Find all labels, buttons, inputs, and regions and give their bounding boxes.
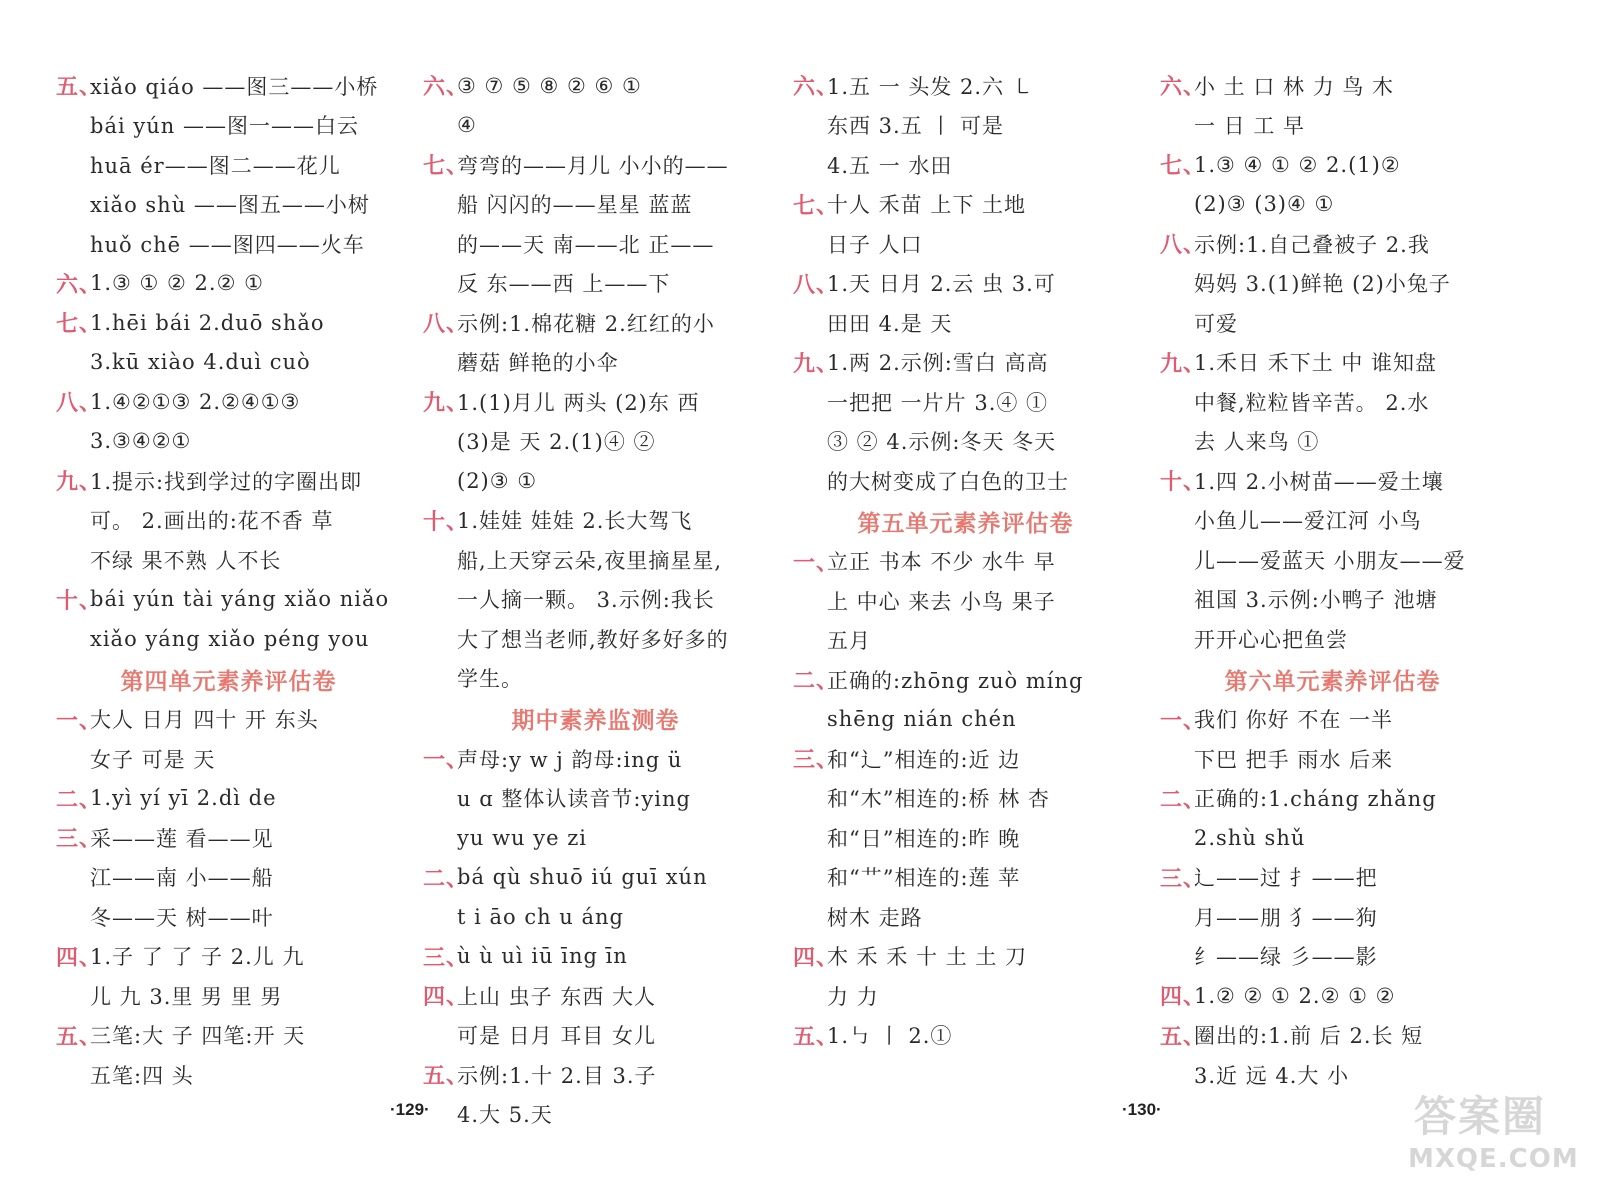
answer-line	[793, 1016, 1138, 1056]
answer-text: 1.五 一 头发 2.六 ㇄	[827, 74, 1034, 99]
answer-line	[423, 818, 768, 858]
section-heading: 期中素养监测卷	[511, 708, 680, 734]
question-number: 三、	[423, 945, 470, 971]
answer-line	[423, 106, 768, 146]
answer-text: 中餐,粒粒皆辛苦。 2.水	[1194, 390, 1430, 415]
answer-line	[1160, 303, 1505, 343]
question-number: 八、	[793, 272, 840, 298]
answer-line	[56, 700, 401, 740]
answer-text: 十人 禾苗 上下 土地	[827, 193, 1027, 218]
answer-text: 1.娃娃 娃娃 2.长大驾飞	[457, 509, 693, 534]
answer-line	[793, 542, 1138, 582]
answer-text: 我们 你好 不在 一半	[1194, 708, 1394, 733]
answer-line	[423, 1016, 768, 1056]
answer-text: 开开心心把鱼尝	[1194, 627, 1348, 652]
answer-text: bá qù shuō iú guī xún	[457, 865, 708, 890]
question-number: 七、	[793, 193, 840, 219]
answer-text: 2.shù shǔ	[1194, 825, 1306, 850]
section-heading: 第四单元素养评估卷	[120, 668, 337, 695]
answer-line	[423, 659, 768, 699]
answer-text: xiǎo shù ——图五——小树	[90, 193, 370, 218]
answer-line	[1160, 264, 1505, 304]
answer-column-2	[423, 66, 768, 1134]
answer-text: 正确的:1.cháng zhǎng	[1194, 787, 1437, 812]
answer-text: 三笔:大 子 四笔:开 天	[90, 1024, 306, 1049]
answer-text: 1.③ ① ② 2.② ①	[90, 271, 264, 296]
answer-line	[423, 264, 768, 304]
question-number: 三、	[793, 748, 840, 774]
answer-line	[1160, 501, 1505, 541]
answer-text: 可是 日月 耳目 女儿	[457, 1024, 657, 1049]
answer-text: 木 禾 禾 十 土 土 刀	[827, 945, 1028, 970]
answer-text: bái yún tài yáng xiǎo niǎo	[90, 587, 390, 612]
answer-line	[423, 66, 768, 106]
question-number: 一、	[56, 708, 103, 734]
question-number: 五、	[56, 1024, 103, 1050]
answer-text: huǒ chē ——图四——火车	[90, 232, 365, 257]
answer-line	[1160, 818, 1505, 858]
question-number: 十、	[1160, 470, 1207, 496]
answer-text: 4.五 一 水田	[827, 153, 953, 178]
answer-line	[423, 1055, 768, 1095]
question-number: 六、	[1160, 75, 1207, 101]
answer-column-4	[1160, 66, 1505, 1095]
question-number: 十、	[56, 588, 103, 614]
answer-text: 正确的:zhōng zuò míng	[827, 668, 1084, 693]
answer-line	[56, 106, 401, 146]
answer-text: 1.(1)月儿 两头 (2)东 西	[457, 390, 700, 415]
answer-text: 小鱼儿——爱江河 小鸟	[1194, 509, 1422, 534]
answer-line	[793, 145, 1138, 185]
answer-line	[423, 382, 768, 422]
answer-text: 蘑菇 鲜艳的小伞	[457, 351, 619, 376]
answer-line	[1160, 382, 1505, 422]
answer-text: 1.禾日 禾下土 中 谁知盘	[1194, 351, 1438, 376]
answer-text: 下巴 把手 雨水 后来	[1194, 747, 1394, 772]
answer-line	[423, 422, 768, 462]
answer-text: 大了想当老师,教好多好多的	[457, 627, 729, 652]
answer-text: 不绿 果不熟 人不长	[90, 548, 282, 573]
answer-text: 力 力	[827, 984, 879, 1009]
answer-text: 可。 2.画出的:花不香 草	[90, 509, 334, 534]
question-number: 三、	[1160, 866, 1207, 892]
question-number: 一、	[793, 550, 840, 576]
answer-line	[793, 224, 1138, 264]
answer-column-3	[793, 66, 1138, 1055]
answer-text: 和“日”相连的:昨 晚	[827, 826, 1021, 851]
answer-text: 1.② ② ① 2.② ① ②	[1194, 983, 1396, 1008]
answer-text: 1.两 2.示例:雪白 高高	[827, 351, 1049, 376]
answer-line	[1160, 619, 1505, 659]
answer-text: 示例:1.棉花糖 2.红红的小	[457, 311, 715, 336]
answer-line	[793, 264, 1138, 304]
answer-line	[1160, 422, 1505, 462]
question-number: 二、	[1160, 787, 1207, 813]
answer-text: 船 闪闪的——星星 蓝蓝	[457, 193, 693, 218]
page-number-right: ·130·	[1122, 1100, 1162, 1119]
answer-line	[56, 779, 401, 819]
answer-text: 一 日 工 早	[1194, 114, 1306, 139]
answer-line	[1160, 224, 1505, 264]
answer-line	[423, 580, 768, 620]
answer-line	[56, 540, 401, 580]
answer-text: (3)是 天 2.(1)④ ②	[457, 430, 656, 455]
answer-line	[423, 343, 768, 383]
answer-text: 1.㇉ 丨 2.①	[827, 1024, 953, 1049]
answer-line	[793, 185, 1138, 225]
answer-text: 的大树变成了白色的卫士	[827, 469, 1069, 494]
answer-line	[56, 1016, 401, 1056]
answer-text: 反 东——西 上——下	[457, 272, 671, 297]
question-number: 五、	[1160, 1024, 1207, 1050]
answer-column-1	[56, 66, 401, 1095]
answer-text: 1.③ ④ ① ② 2.(1)②	[1194, 152, 1401, 177]
answer-line	[793, 303, 1138, 343]
answer-text: 1.子 了 了 子 2.儿 九	[90, 945, 305, 970]
answer-text: 示例:1.自己叠被子 2.我	[1194, 232, 1430, 257]
answer-text: 儿 九 3.里 男 里 男	[90, 984, 283, 1009]
question-number: 二、	[56, 787, 103, 813]
answer-text: shēng nián chén	[827, 707, 1017, 732]
watermark-text-en: MXQE.COM	[1408, 1144, 1579, 1174]
answer-text: 田田 4.是 天	[827, 311, 953, 336]
answer-text: 江——南 小——船	[90, 866, 274, 891]
answer-text: 辶——过 扌——把	[1194, 866, 1378, 891]
question-number: 十、	[423, 509, 470, 535]
answer-line	[56, 619, 401, 659]
answer-text: 上山 虫子 东西 大人	[457, 984, 657, 1009]
question-number: 九、	[56, 470, 103, 496]
answer-text: ④	[457, 113, 477, 138]
answer-line	[423, 145, 768, 185]
answer-text: 1.yì yí yī 2.dì de	[90, 786, 277, 811]
answer-text: 和“辶”相连的:近 边	[827, 747, 1021, 772]
answer-text: 声母:y w j 韵母:ing ü	[457, 747, 683, 772]
answer-text: 弯弯的——月儿 小小的——	[457, 153, 729, 178]
answer-line	[423, 739, 768, 779]
answer-text: 和“木”相连的:桥 林 杏	[827, 787, 1050, 812]
answer-line	[793, 343, 1138, 383]
answer-line	[423, 619, 768, 659]
question-number: 五、	[793, 1024, 840, 1050]
answer-line	[1160, 1016, 1505, 1056]
answer-line	[56, 224, 401, 264]
question-number: 一、	[1160, 708, 1207, 734]
question-number: 七、	[423, 154, 470, 180]
answer-text: 可爱	[1194, 311, 1238, 336]
answer-line	[1160, 461, 1505, 501]
answer-text: ù ù uì iū īng īn	[457, 944, 628, 969]
answer-line	[1160, 976, 1505, 1016]
answer-text: 五月	[827, 629, 871, 654]
question-number: 一、	[423, 748, 470, 774]
answer-line	[56, 264, 401, 304]
answer-line	[1160, 106, 1505, 146]
answer-line	[423, 858, 768, 898]
answer-text: bái yún ——图一——白云	[90, 114, 359, 139]
answer-line	[56, 580, 401, 620]
answer-line	[423, 461, 768, 501]
answer-text: xiǎo qiáo ——图三——小桥	[90, 74, 379, 99]
answer-line	[423, 501, 768, 541]
answer-text: yu wu ye zi	[457, 825, 587, 850]
answer-line	[56, 303, 401, 343]
answer-line	[1160, 580, 1505, 620]
answer-line	[423, 224, 768, 264]
answer-text: 1.④②①③ 2.②④①③	[90, 389, 301, 414]
answer-line	[56, 461, 401, 501]
answer-line	[423, 303, 768, 343]
answer-line	[56, 185, 401, 225]
answer-text: xiǎo yáng xiǎo péng you	[90, 626, 370, 651]
answer-text: 采——莲 看——见	[90, 826, 274, 851]
question-number: 九、	[1160, 351, 1207, 377]
answer-text: 大人 日月 四十 开 东头	[90, 708, 319, 733]
answer-line	[423, 897, 768, 937]
answer-text: 日子 人口	[827, 232, 923, 257]
answer-line	[793, 382, 1138, 422]
question-number: 四、	[1160, 985, 1207, 1011]
answer-line	[56, 937, 401, 977]
answer-line	[1160, 343, 1505, 383]
answer-text: (2)③ ①	[457, 468, 538, 493]
answer-line	[56, 501, 401, 541]
answer-text: 一人摘一颗。 3.示例:我长	[457, 588, 715, 613]
answer-text: 上 中心 来去 小鸟 果子	[827, 589, 1056, 614]
answer-text: t i āo ch u áng	[457, 904, 624, 929]
answer-line	[56, 858, 401, 898]
answer-line	[1160, 700, 1505, 740]
section-heading: 第六单元素养评估卷	[1224, 668, 1441, 695]
answer-line	[793, 818, 1138, 858]
question-number: 九、	[793, 351, 840, 377]
answer-line	[1160, 145, 1505, 185]
answer-text: 东西 3.五 丨 可是	[827, 114, 1005, 139]
question-number: 八、	[56, 391, 103, 417]
answer-line	[793, 66, 1138, 106]
watermark-text-cn: 答案圈	[1414, 1092, 1547, 1141]
answer-line	[793, 660, 1138, 700]
answer-line	[56, 145, 401, 185]
answer-text: ③ ② 4.示例:冬天 冬天	[827, 430, 1057, 455]
answer-line	[1160, 66, 1505, 106]
answer-line	[423, 976, 768, 1016]
answer-text: 儿——爱蓝天 小朋友——爱	[1194, 548, 1466, 573]
answer-line	[423, 937, 768, 977]
answer-line	[793, 739, 1138, 779]
answer-line	[1160, 897, 1505, 937]
answer-line	[793, 897, 1138, 937]
answer-line	[1160, 937, 1505, 977]
answer-line	[56, 976, 401, 1016]
answer-text: 1.天 日月 2.云 虫 3.可	[827, 272, 1056, 297]
answer-text: 女子 可是 天	[90, 747, 216, 772]
answer-text: 妈妈 3.(1)鲜艳 (2)小兔子	[1194, 272, 1451, 297]
answer-text: 3.③④②①	[90, 429, 192, 454]
answer-line	[1160, 779, 1505, 819]
answer-line	[793, 700, 1138, 740]
question-number: 八、	[423, 312, 470, 338]
question-number: 四、	[56, 945, 103, 971]
answer-text: 月——朋 犭——狗	[1194, 905, 1378, 930]
answer-text: (2)③ (3)④ ①	[1194, 192, 1335, 217]
answer-line	[56, 1055, 401, 1095]
question-number: 六、	[56, 272, 103, 298]
answer-text: 祖国 3.示例:小鸭子 池塘	[1194, 588, 1438, 613]
answer-line	[793, 976, 1138, 1016]
answer-text: 的——天 南——北 正——	[457, 232, 715, 257]
answer-text: 去 人来鸟 ①	[1194, 430, 1320, 455]
answer-line	[56, 818, 401, 858]
answer-line	[1160, 185, 1505, 225]
answer-line	[793, 461, 1138, 501]
answer-line	[56, 382, 401, 422]
answer-line	[793, 422, 1138, 462]
answer-text: 4.大 5.天	[457, 1103, 553, 1128]
question-number: 八、	[1160, 233, 1207, 259]
answer-text: 1.提示:找到学过的字圈出即	[90, 469, 363, 494]
answer-text: 五笔:四 头	[90, 1063, 194, 1088]
section-heading: 第五单元素养评估卷	[857, 510, 1074, 537]
answer-text: huā ér——图二——花儿	[90, 153, 341, 178]
page-number-left: ·129·	[390, 1100, 430, 1119]
question-number: 五、	[56, 75, 103, 101]
answer-line	[56, 343, 401, 383]
answer-text: 小 土 口 林 力 鸟 木	[1194, 74, 1395, 99]
answer-line	[793, 858, 1138, 898]
answer-text: 和“艹”相连的:莲 苹	[827, 866, 1021, 891]
question-number: 三、	[56, 827, 103, 853]
answer-line	[423, 779, 768, 819]
answer-text: 示例:1.十 2.目 3.子	[457, 1063, 657, 1088]
question-number: 四、	[423, 985, 470, 1011]
question-number: 七、	[1160, 154, 1207, 180]
watermark-logo	[1408, 1084, 1578, 1184]
answer-text: 立正 书本 不少 水牛 早	[827, 550, 1056, 575]
answer-line	[1160, 858, 1505, 898]
answer-text: 船,上天穿云朵,夜里摘星星,	[457, 548, 723, 573]
answer-line	[1160, 540, 1505, 580]
answer-text: 纟——绿 彡——影	[1194, 945, 1378, 970]
answer-line	[793, 106, 1138, 146]
question-number: 五、	[423, 1064, 470, 1090]
answer-text: 1.四 2.小树苗——爱土壤	[1194, 469, 1444, 494]
answer-line	[56, 739, 401, 779]
answer-line	[423, 185, 768, 225]
answer-text: 3.近 远 4.大 小	[1194, 1063, 1350, 1088]
question-number: 二、	[423, 866, 470, 892]
answer-text: 1.hēi bái 2.duō shǎo	[90, 310, 325, 335]
answer-line	[1160, 739, 1505, 779]
answer-text: 树木 走路	[827, 905, 923, 930]
question-number: 六、	[793, 75, 840, 101]
question-number: 九、	[423, 391, 470, 417]
answer-line	[56, 897, 401, 937]
answer-text: u ɑ 整体认读音节:ying	[457, 787, 691, 812]
answer-line	[423, 540, 768, 580]
answer-line	[793, 779, 1138, 819]
answer-line	[793, 621, 1138, 661]
answer-text: 冬——天 树——叶	[90, 905, 274, 930]
answer-text: 一把把 一片片 3.④ ①	[827, 390, 1049, 415]
question-number: 七、	[56, 312, 103, 338]
answer-line	[793, 581, 1138, 621]
answer-text: 3.kū xiào 4.duì cuò	[90, 350, 311, 375]
answer-text: ③ ⑦ ⑤ ⑧ ② ⑥ ①	[457, 73, 642, 98]
answer-line	[423, 1095, 768, 1135]
answer-line	[56, 422, 401, 462]
answer-line	[793, 937, 1138, 977]
question-number: 四、	[793, 945, 840, 971]
answer-text: 学生。	[457, 667, 523, 692]
answer-line	[56, 66, 401, 106]
answer-text: 圈出的:1.前 后 2.长 短	[1194, 1024, 1424, 1049]
question-number: 六、	[423, 75, 470, 101]
question-number: 二、	[793, 669, 840, 695]
